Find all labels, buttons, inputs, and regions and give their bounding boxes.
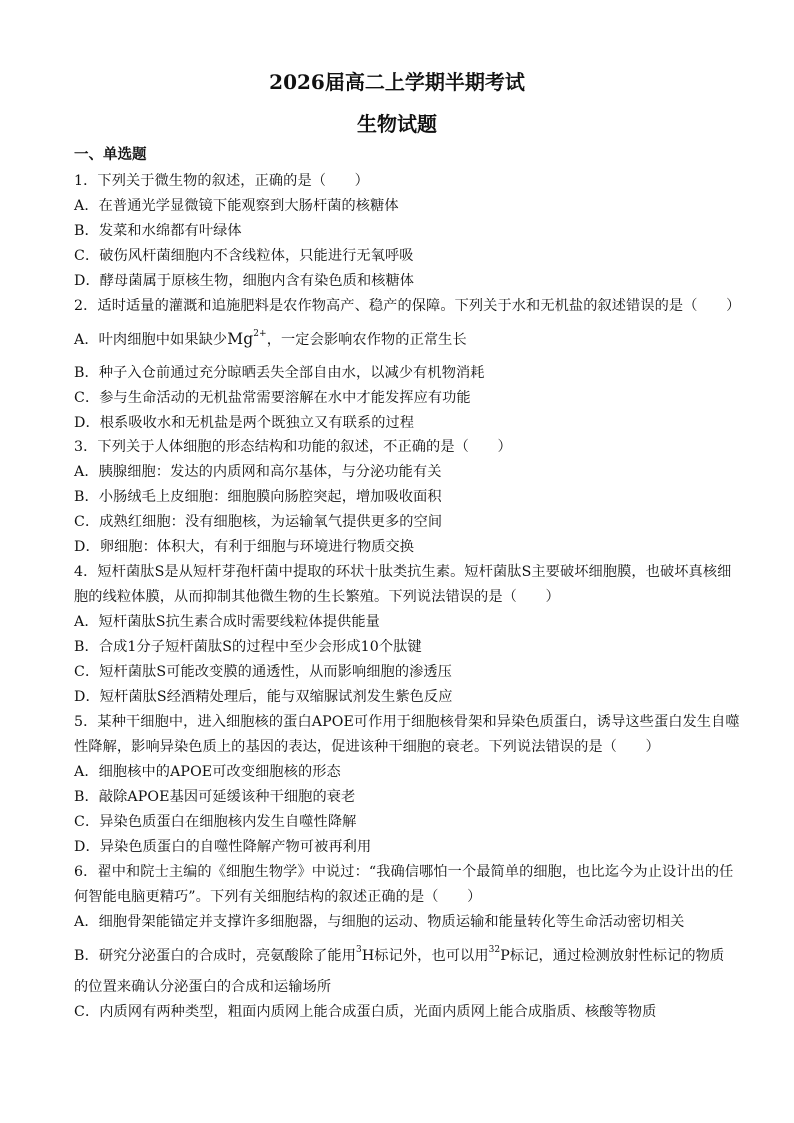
question-6-option-b-line-2: 的位置来确认分泌蛋白的合成和运输场所 (74, 979, 332, 995)
question-2-option-c: C．参与生命活动的无机盐常需要溶解在水中才能发挥应有功能 (74, 390, 471, 406)
question-1-option-d: D．酵母菌属于原核生物，细胞内含有染色质和核糖体 (74, 273, 415, 289)
question-1-option-b: B．发菜和水绵都有叶绿体 (74, 223, 242, 239)
question-1-stem: 1．下列关于微生物的叙述，正确的是（ ） (74, 173, 369, 189)
option-text: P标记，通过检测放射性标记的物质 (500, 948, 725, 964)
question-2-option-b: B．种子入仓前通过充分晾晒丢失全部自由水，以减少有机物消耗 (74, 365, 485, 381)
exam-title: 2026届高二上学期半期考试 (269, 70, 525, 94)
question-6-option-a: A．细胞骨架能锚定并支撑许多细胞器，与细胞的运动、物质运输和能量转化等生命活动密切相关 (74, 914, 685, 930)
question-3-option-a: A．胰腺细胞：发达的内质网和高尔基体，与分泌功能有关 (74, 464, 442, 480)
question-5-option-c: C．异染色质蛋白在细胞核内发生自噬性降解 (74, 814, 357, 830)
question-2-stem: 2．适时适量的灌溉和追施肥料是农作物高产、稳产的保障。下列关于水和无机盐的叙述错误的是（ ） (74, 298, 741, 314)
question-2-option-a (74, 330, 724, 349)
question-5-stem-line-1: 5．某种干细胞中，进入细胞核的蛋白APOE可作用于细胞核骨架和异染色质蛋白，诱导这些蛋白发生自噬 (74, 714, 740, 730)
question-5-option-a: A．细胞核中的APOE可改变细胞核的形态 (74, 764, 341, 780)
question-6-stem-line-2: 何智能电脑更精巧”。下列有关细胞结构的叙述正确的是（ ） (74, 889, 482, 905)
ion-charge: 2+ (253, 329, 267, 340)
question-1-option-c: C．破伤风杆菌细胞内不含线粒体，只能进行无氧呼吸 (74, 248, 414, 264)
question-5-option-d: D．异染色质蛋白的自噬性降解产物可被再利用 (74, 839, 372, 855)
question-5-stem-line-2: 性降解，影响异染色质上的基因的表达，促进该种干细胞的衰老。下列说法错误的是（ ） (74, 739, 660, 755)
question-3-option-d: D．卵细胞：体积大，有利于细胞与环境进行物质交换 (74, 539, 415, 555)
section-heading: 一、单选题 (74, 146, 147, 163)
chem-symbol: Mg (227, 330, 254, 348)
question-3-option-c: C．成熟红细胞：没有细胞核，为运输氧气提供更多的空间 (74, 514, 443, 530)
question-6-option-c: C．内质网有两种类型，粗面内质网上能合成蛋白质，光面内质网上能合成脂质、核酸等物质 (74, 1004, 657, 1020)
option-text: B．研究分泌蛋白的合成时，亮氨酸除了能用 (74, 948, 356, 964)
option-text: ，一定会影响农作物的正常生长 (266, 332, 467, 348)
question-3-option-b: B．小肠绒毛上皮细胞：细胞膜向肠腔突起，增加吸收面积 (74, 489, 442, 505)
question-4-option-b: B．合成1分子短杆菌肽S的过程中至少会形成10个肽键 (74, 639, 422, 655)
question-2-option-d: D．根系吸收水和无机盐是两个既独立又有联系的过程 (74, 415, 415, 431)
question-6-option-b-line-1 (74, 947, 724, 965)
question-4-option-c: C．短杆菌肽S可能改变膜的通透性，从而影响细胞的渗透压 (74, 664, 452, 680)
question-4-option-a: A．短杆菌肽S抗生素合成时需要线粒体提供能量 (74, 614, 380, 630)
question-3-stem: 3．下列关于人体细胞的形态结构和功能的叙述，不正确的是（ ） (74, 439, 512, 455)
option-text: H标记外，也可以用 (361, 948, 489, 964)
question-4-option-d: D．短杆菌肽S经酒精处理后，能与双缩脲试剂发生紫色反应 (74, 689, 453, 705)
question-6-stem-line-1: 6．翟中和院士主编的《细胞生物学》中说过：“我确信哪怕一个最简单的细胞，也比迄今为止设计出的任 (74, 864, 734, 880)
question-1-option-a: A．在普通光学显微镜下能观察到大肠杆菌的核糖体 (74, 198, 399, 214)
isotope-mass-number: 32 (488, 945, 501, 956)
question-4-stem-line-2: 胞的线粒体膜，从而抑制其他微生物的生长繁殖。下列说法错误的是（ ） (74, 589, 560, 605)
option-text: A．叶肉细胞中如果缺少 (74, 332, 228, 348)
question-4-stem-line-1: 4．短杆菌肽S是从短杆芽孢杆菌中提取的环状十肽类抗生素。短杆菌肽S主要破坏细胞膜，也破坏真核细 (74, 564, 732, 580)
question-5-option-b: B．敲除APOE基因可延缓该种干细胞的衰老 (74, 789, 356, 805)
subject-title: 生物试题 (357, 112, 437, 136)
isotope-mass-number: 3 (356, 945, 362, 956)
